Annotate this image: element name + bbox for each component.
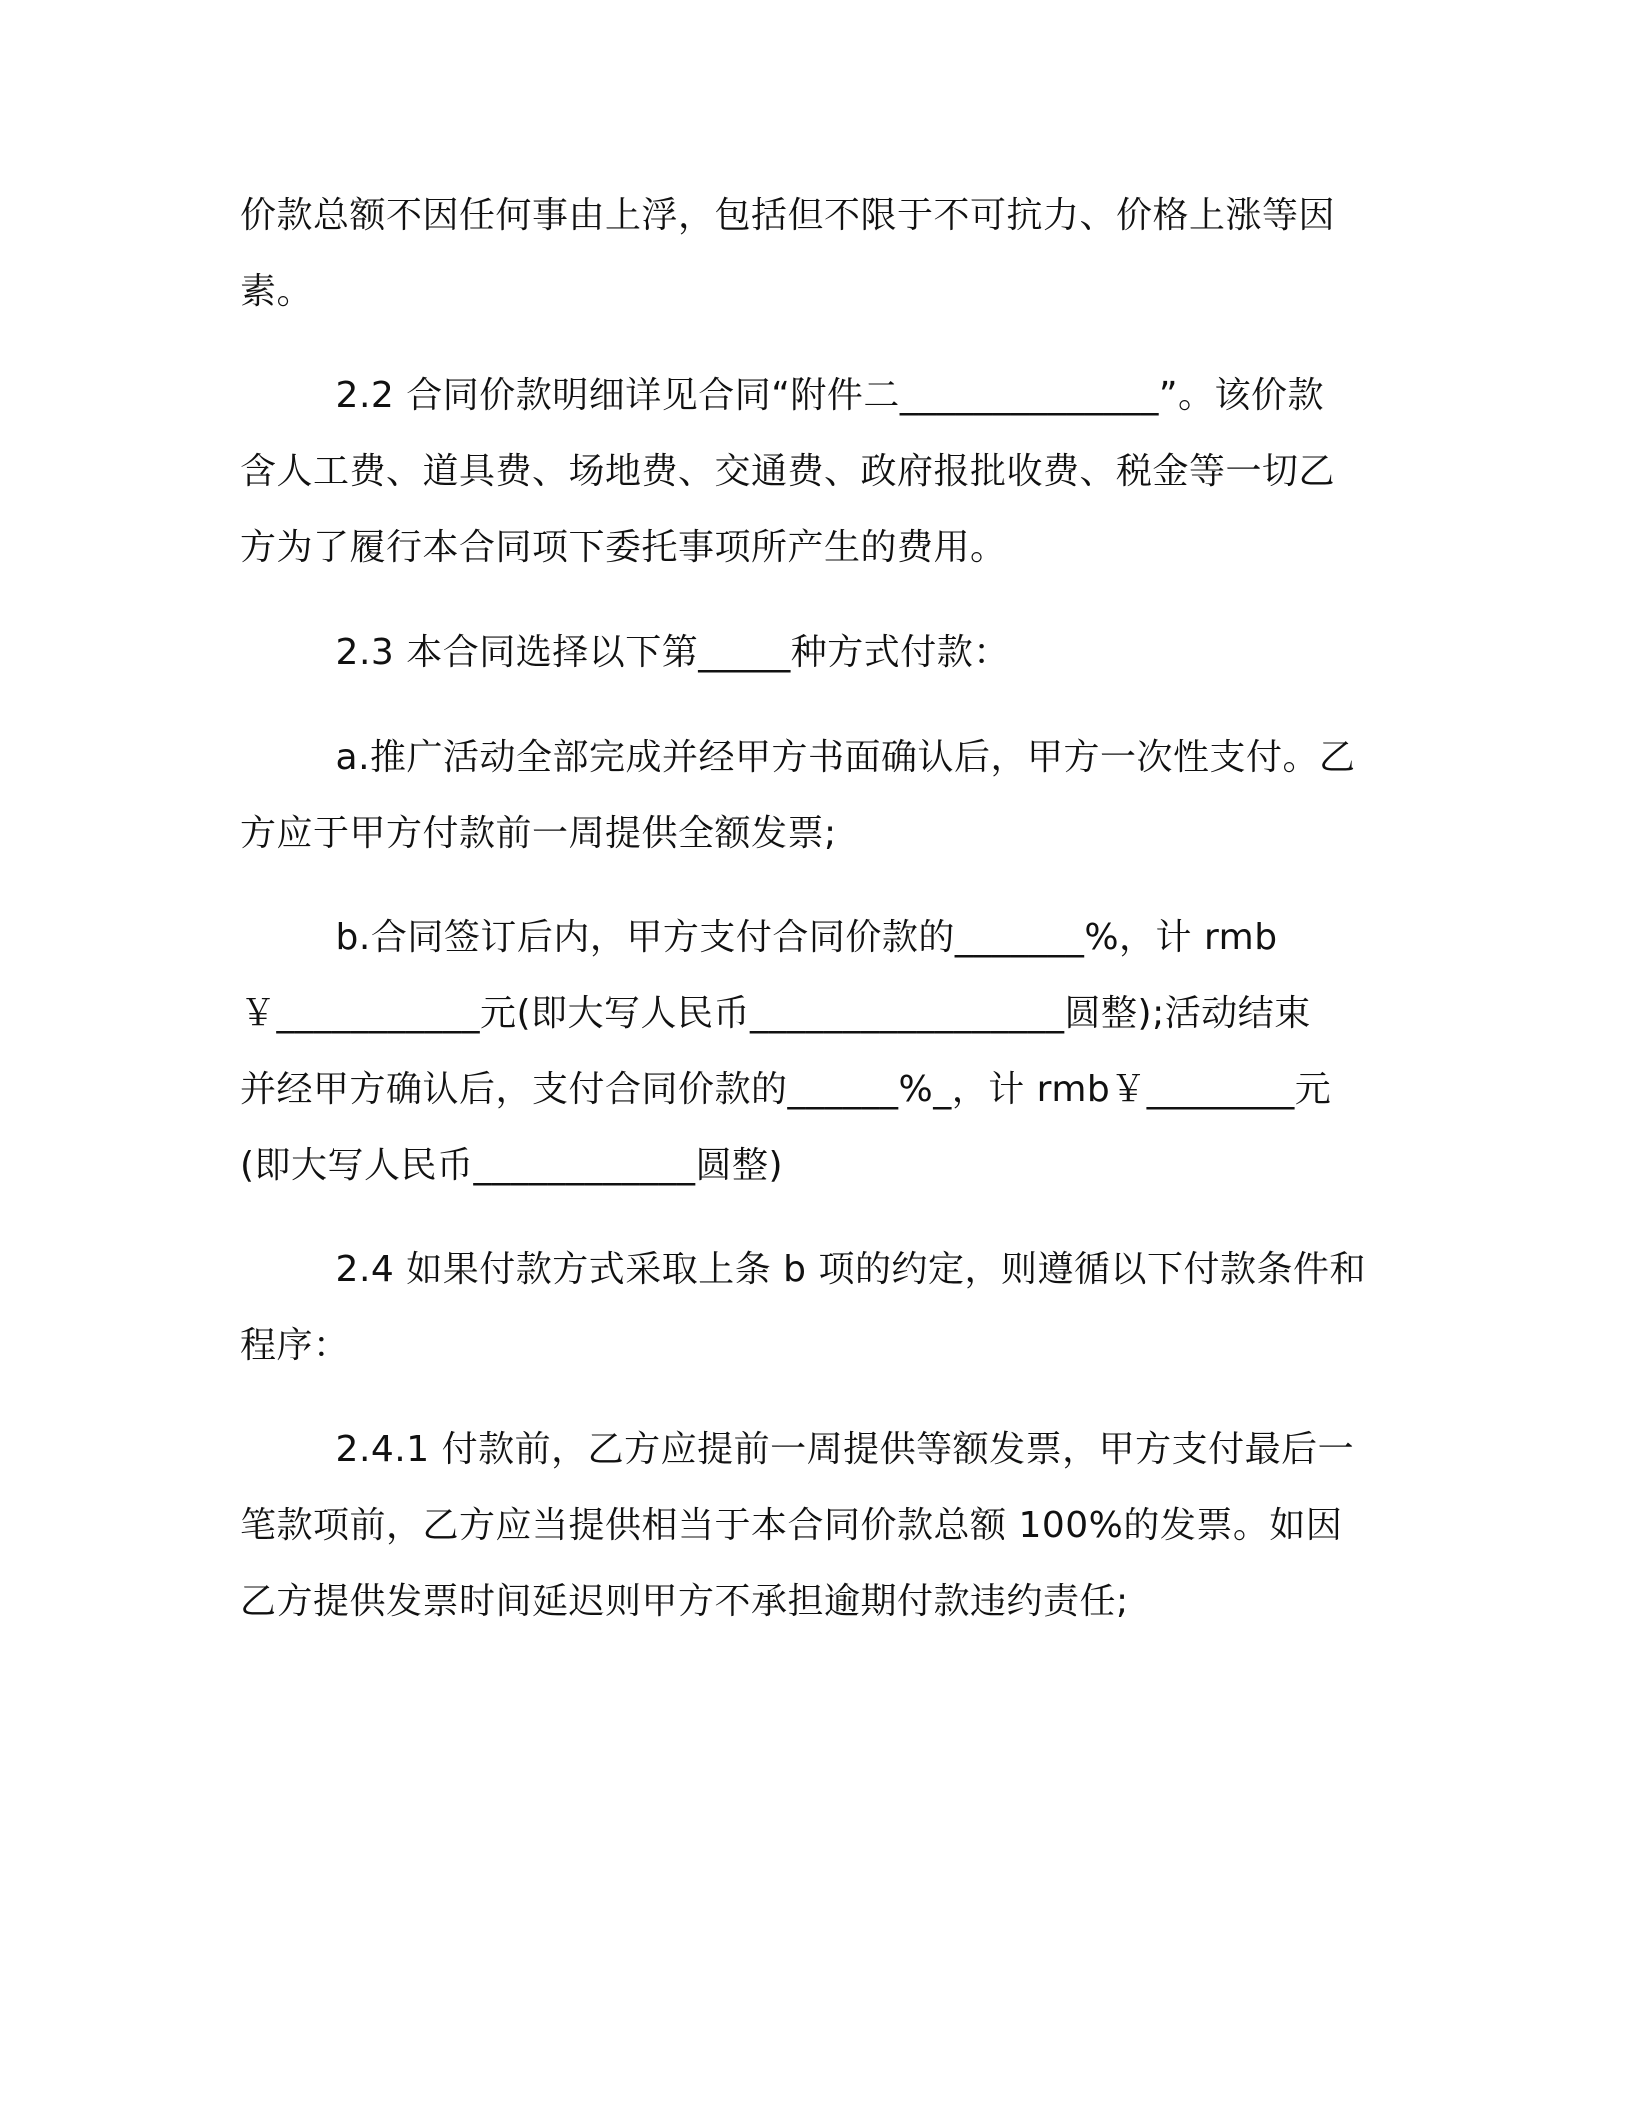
text-line: ￥___________元(即大写人民币_________________圆整);活动结束 — [240, 993, 1311, 1034]
text-line: a.推广活动全部完成并经甲方书面确认后，甲方一次性支付。乙 — [240, 737, 1356, 778]
text-line: 方应于甲方付款前一周提供全额发票; — [240, 813, 837, 854]
text-line: 2.4 如果付款方式采取上条 b 项的约定，则遵循以下付款条件和 — [240, 1249, 1366, 1290]
text-line: (即大写人民币____________圆整) — [240, 1145, 784, 1186]
text-line: 价款总额不因任何事由上浮，包括但不限于不可抗力、价格上涨等因 — [240, 195, 1336, 236]
text-line: 方为了履行本合同项下委托事项所产生的费用。 — [240, 527, 1007, 568]
paragraph-2-4-1 — [240, 1412, 1390, 1640]
text-line: 并经甲方确认后，支付合同价款的______%_，计 rmb￥________元 — [240, 1069, 1332, 1110]
text-line: 笔款项前，乙方应当提供相当于本合同价款总额 100%的发票。如因 — [240, 1505, 1343, 1546]
text-line: b.合同签订后内，甲方支付合同价款的_______%，计 rmb — [240, 917, 1278, 958]
paragraph-2-4 — [240, 1232, 1390, 1384]
text-line: 乙方提供发票时间延迟则甲方不承担逾期付款违约责任; — [240, 1581, 1129, 1622]
paragraph-2-3 — [240, 615, 1390, 691]
text-line: 2.4.1 付款前，乙方应提前一周提供等额发票，甲方支付最后一 — [240, 1429, 1355, 1470]
text-line: 含人工费、道具费、场地费、交通费、政府报批收费、税金等一切乙 — [240, 451, 1336, 492]
paragraph-option-a — [240, 720, 1390, 872]
paragraph-option-b — [240, 900, 1390, 1204]
text-line: 2.2 合同价款明细详见合同“附件二______________”。该价款 — [240, 375, 1325, 416]
paragraph-price-clause-continued — [240, 178, 1390, 330]
text-line: 2.3 本合同选择以下第_____种方式付款： — [240, 632, 1010, 673]
text-line: 程序： — [240, 1325, 350, 1366]
text-line: 素。 — [240, 271, 314, 312]
paragraph-2-2 — [240, 358, 1390, 586]
